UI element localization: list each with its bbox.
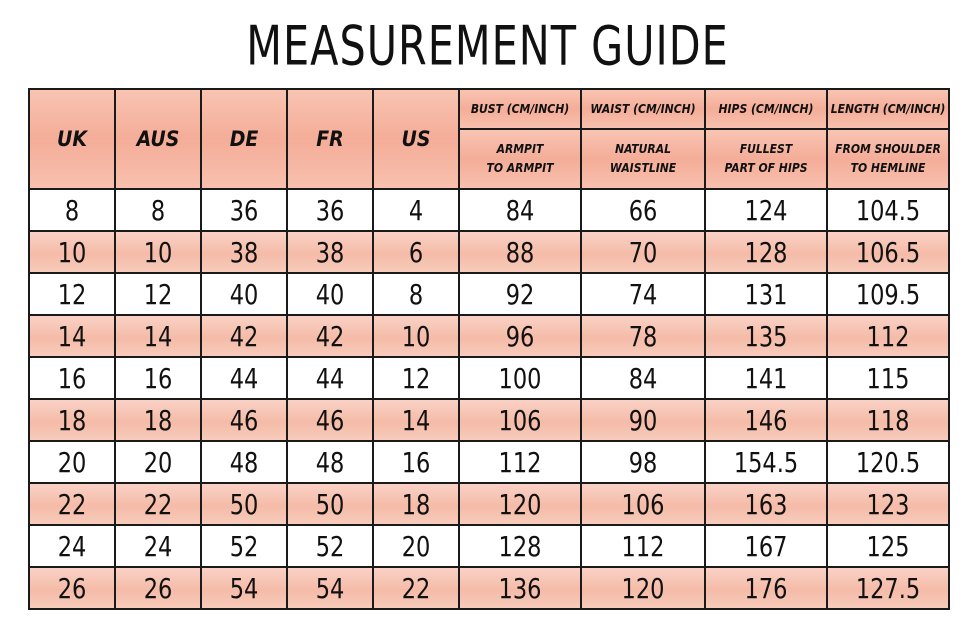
table-row <box>29 273 949 315</box>
table-row <box>29 315 949 357</box>
cell-value: 16 <box>57 361 87 395</box>
cell-length <box>827 567 949 609</box>
cell-value: 123 <box>866 487 910 521</box>
cell-bust <box>459 525 581 567</box>
cell-hips <box>705 189 827 231</box>
cell-aus <box>115 567 201 609</box>
cell-value: 88 <box>505 235 535 269</box>
cell-value: 146 <box>744 403 788 437</box>
cell-value: 8 <box>408 277 424 311</box>
cell-de <box>201 483 287 525</box>
cell-us <box>373 357 459 399</box>
cell-us <box>373 273 459 315</box>
header-hips: HIPS (CM/INCH) <box>705 89 827 129</box>
cell-hips <box>705 399 827 441</box>
cell-value: 84 <box>628 361 658 395</box>
cell-value: 48 <box>229 445 259 479</box>
header-hips-desc <box>705 129 827 189</box>
cell-value: 40 <box>229 277 259 311</box>
cell-de <box>201 315 287 357</box>
cell-value: 154.5 <box>733 445 799 479</box>
cell-de <box>201 567 287 609</box>
cell-value: 127.5 <box>855 571 921 605</box>
cell-uk <box>29 525 115 567</box>
cell-length <box>827 273 949 315</box>
desc-line: NATURAL <box>615 142 671 156</box>
cell-value: 131 <box>744 277 788 311</box>
cell-value: 106.5 <box>855 235 921 269</box>
cell-aus <box>115 189 201 231</box>
cell-value: 50 <box>315 487 345 521</box>
cell-value: 8 <box>150 193 166 227</box>
cell-value: 18 <box>143 403 173 437</box>
cell-value: 24 <box>57 529 87 563</box>
cell-hips <box>705 483 827 525</box>
header-waist: WAIST (CM/INCH) <box>581 89 705 129</box>
cell-value: 12 <box>143 277 173 311</box>
cell-length <box>827 315 949 357</box>
cell-value: 106 <box>621 487 665 521</box>
cell-fr <box>287 399 373 441</box>
cell-value: 112 <box>866 319 910 353</box>
cell-value: 36 <box>315 193 345 227</box>
cell-value: 46 <box>315 403 345 437</box>
cell-fr <box>287 567 373 609</box>
cell-value: 128 <box>744 235 788 269</box>
table-body <box>29 189 949 609</box>
cell-value: 4 <box>408 193 424 227</box>
cell-value: 112 <box>498 445 542 479</box>
cell-aus <box>115 231 201 273</box>
cell-value: 22 <box>401 571 431 605</box>
cell-bust <box>459 441 581 483</box>
cell-value: 14 <box>143 319 173 353</box>
cell-waist <box>581 567 705 609</box>
cell-hips <box>705 273 827 315</box>
cell-value: 125 <box>866 529 910 563</box>
cell-bust <box>459 357 581 399</box>
cell-value: 50 <box>229 487 259 521</box>
cell-value: 26 <box>143 571 173 605</box>
cell-waist <box>581 483 705 525</box>
header-uk: UK <box>29 89 115 189</box>
cell-de <box>201 357 287 399</box>
cell-length <box>827 399 949 441</box>
cell-uk <box>29 441 115 483</box>
cell-value: 92 <box>505 277 535 311</box>
cell-value: 8 <box>64 193 80 227</box>
cell-fr <box>287 273 373 315</box>
cell-value: 98 <box>628 445 658 479</box>
cell-hips <box>705 567 827 609</box>
cell-value: 100 <box>498 361 542 395</box>
cell-value: 74 <box>628 277 658 311</box>
cell-uk <box>29 273 115 315</box>
cell-hips <box>705 525 827 567</box>
cell-value: 120.5 <box>855 445 921 479</box>
cell-de <box>201 441 287 483</box>
cell-value: 38 <box>229 235 259 269</box>
cell-value: 6 <box>408 235 424 269</box>
cell-value: 36 <box>229 193 259 227</box>
cell-length <box>827 441 949 483</box>
desc-line: TO HEMLINE <box>850 161 926 175</box>
cell-value: 16 <box>143 361 173 395</box>
cell-value: 10 <box>143 235 173 269</box>
cell-value: 12 <box>401 361 431 395</box>
header-waist-desc <box>581 129 705 189</box>
header-length-desc <box>827 129 949 189</box>
cell-aus <box>115 315 201 357</box>
table-row <box>29 399 949 441</box>
cell-value: 90 <box>628 403 658 437</box>
table-row <box>29 357 949 399</box>
table-row <box>29 231 949 273</box>
cell-bust <box>459 315 581 357</box>
cell-fr <box>287 357 373 399</box>
header-fr: FR <box>287 89 373 189</box>
cell-hips <box>705 231 827 273</box>
cell-fr <box>287 315 373 357</box>
cell-value: 118 <box>866 403 910 437</box>
cell-fr <box>287 189 373 231</box>
cell-de <box>201 273 287 315</box>
cell-value: 42 <box>229 319 259 353</box>
cell-aus <box>115 357 201 399</box>
cell-fr <box>287 441 373 483</box>
table-row <box>29 441 949 483</box>
cell-value: 106 <box>498 403 542 437</box>
cell-value: 124 <box>744 193 788 227</box>
cell-value: 141 <box>744 361 788 395</box>
cell-waist <box>581 315 705 357</box>
cell-value: 38 <box>315 235 345 269</box>
cell-us <box>373 189 459 231</box>
cell-bust <box>459 189 581 231</box>
cell-value: 54 <box>315 571 345 605</box>
cell-uk <box>29 399 115 441</box>
cell-length <box>827 483 949 525</box>
cell-waist <box>581 357 705 399</box>
cell-hips <box>705 315 827 357</box>
cell-value: 120 <box>621 571 665 605</box>
cell-value: 84 <box>505 193 535 227</box>
cell-value: 18 <box>57 403 87 437</box>
desc-line: WAISTLINE <box>609 161 677 175</box>
cell-uk <box>29 357 115 399</box>
cell-value: 10 <box>57 235 87 269</box>
cell-value: 66 <box>628 193 658 227</box>
desc-line: PART OF HIPS <box>724 161 808 175</box>
header-us: US <box>373 89 459 189</box>
cell-us <box>373 441 459 483</box>
header-aus: AUS <box>115 89 201 189</box>
cell-value: 115 <box>866 361 910 395</box>
cell-bust <box>459 399 581 441</box>
cell-uk <box>29 567 115 609</box>
cell-value: 14 <box>57 319 87 353</box>
cell-value: 52 <box>315 529 345 563</box>
cell-bust <box>459 483 581 525</box>
cell-us <box>373 483 459 525</box>
cell-value: 112 <box>621 529 665 563</box>
desc-line: FULLEST <box>739 142 793 156</box>
desc-line: TO ARMPIT <box>486 161 554 175</box>
cell-value: 70 <box>628 235 658 269</box>
cell-aus <box>115 399 201 441</box>
cell-value: 78 <box>628 319 658 353</box>
cell-value: 109.5 <box>855 277 921 311</box>
cell-value: 42 <box>315 319 345 353</box>
table-row <box>29 189 949 231</box>
cell-uk <box>29 189 115 231</box>
cell-waist <box>581 525 705 567</box>
cell-aus <box>115 273 201 315</box>
cell-us <box>373 399 459 441</box>
desc-line: ARMPIT <box>496 142 544 156</box>
cell-value: 54 <box>229 571 259 605</box>
cell-length <box>827 189 949 231</box>
cell-value: 104.5 <box>855 193 921 227</box>
cell-value: 44 <box>315 361 345 395</box>
cell-length <box>827 525 949 567</box>
cell-us <box>373 567 459 609</box>
cell-hips <box>705 441 827 483</box>
cell-value: 167 <box>744 529 788 563</box>
cell-uk <box>29 483 115 525</box>
cell-value: 176 <box>744 571 788 605</box>
cell-length <box>827 231 949 273</box>
table-row <box>29 525 949 567</box>
cell-aus <box>115 525 201 567</box>
cell-value: 20 <box>57 445 87 479</box>
header-bust: BUST (CM/INCH) <box>459 89 581 129</box>
cell-value: 18 <box>401 487 431 521</box>
cell-bust <box>459 273 581 315</box>
cell-value: 128 <box>498 529 542 563</box>
cell-waist <box>581 189 705 231</box>
cell-fr <box>287 231 373 273</box>
cell-value: 22 <box>143 487 173 521</box>
cell-value: 40 <box>315 277 345 311</box>
cell-de <box>201 399 287 441</box>
page-title: MEASUREMENT GUIDE <box>246 14 729 78</box>
cell-value: 26 <box>57 571 87 605</box>
cell-fr <box>287 525 373 567</box>
cell-us <box>373 525 459 567</box>
cell-value: 96 <box>505 319 535 353</box>
header-bust-desc <box>459 129 581 189</box>
cell-aus <box>115 441 201 483</box>
size-table <box>28 88 950 610</box>
cell-uk <box>29 315 115 357</box>
header-length: LENGTH (CM/INCH) <box>827 89 949 129</box>
cell-value: 22 <box>57 487 87 521</box>
cell-value: 120 <box>498 487 542 521</box>
cell-de <box>201 231 287 273</box>
cell-value: 10 <box>401 319 431 353</box>
table-row <box>29 483 949 525</box>
cell-value: 14 <box>401 403 431 437</box>
cell-value: 136 <box>498 571 542 605</box>
cell-value: 12 <box>57 277 87 311</box>
cell-de <box>201 525 287 567</box>
cell-waist <box>581 441 705 483</box>
cell-value: 16 <box>401 445 431 479</box>
cell-hips <box>705 357 827 399</box>
cell-value: 46 <box>229 403 259 437</box>
cell-value: 20 <box>143 445 173 479</box>
cell-bust <box>459 231 581 273</box>
cell-fr <box>287 483 373 525</box>
cell-us <box>373 315 459 357</box>
cell-value: 135 <box>744 319 788 353</box>
cell-us <box>373 231 459 273</box>
table-row <box>29 567 949 609</box>
cell-value: 44 <box>229 361 259 395</box>
cell-value: 48 <box>315 445 345 479</box>
header-de: DE <box>201 89 287 189</box>
cell-length <box>827 357 949 399</box>
cell-bust <box>459 567 581 609</box>
cell-waist <box>581 231 705 273</box>
cell-uk <box>29 231 115 273</box>
cell-value: 52 <box>229 529 259 563</box>
cell-waist <box>581 399 705 441</box>
cell-aus <box>115 483 201 525</box>
cell-value: 24 <box>143 529 173 563</box>
cell-value: 163 <box>744 487 788 521</box>
cell-de <box>201 189 287 231</box>
cell-waist <box>581 273 705 315</box>
desc-line: FROM SHOULDER <box>835 142 941 156</box>
cell-value: 20 <box>401 529 431 563</box>
